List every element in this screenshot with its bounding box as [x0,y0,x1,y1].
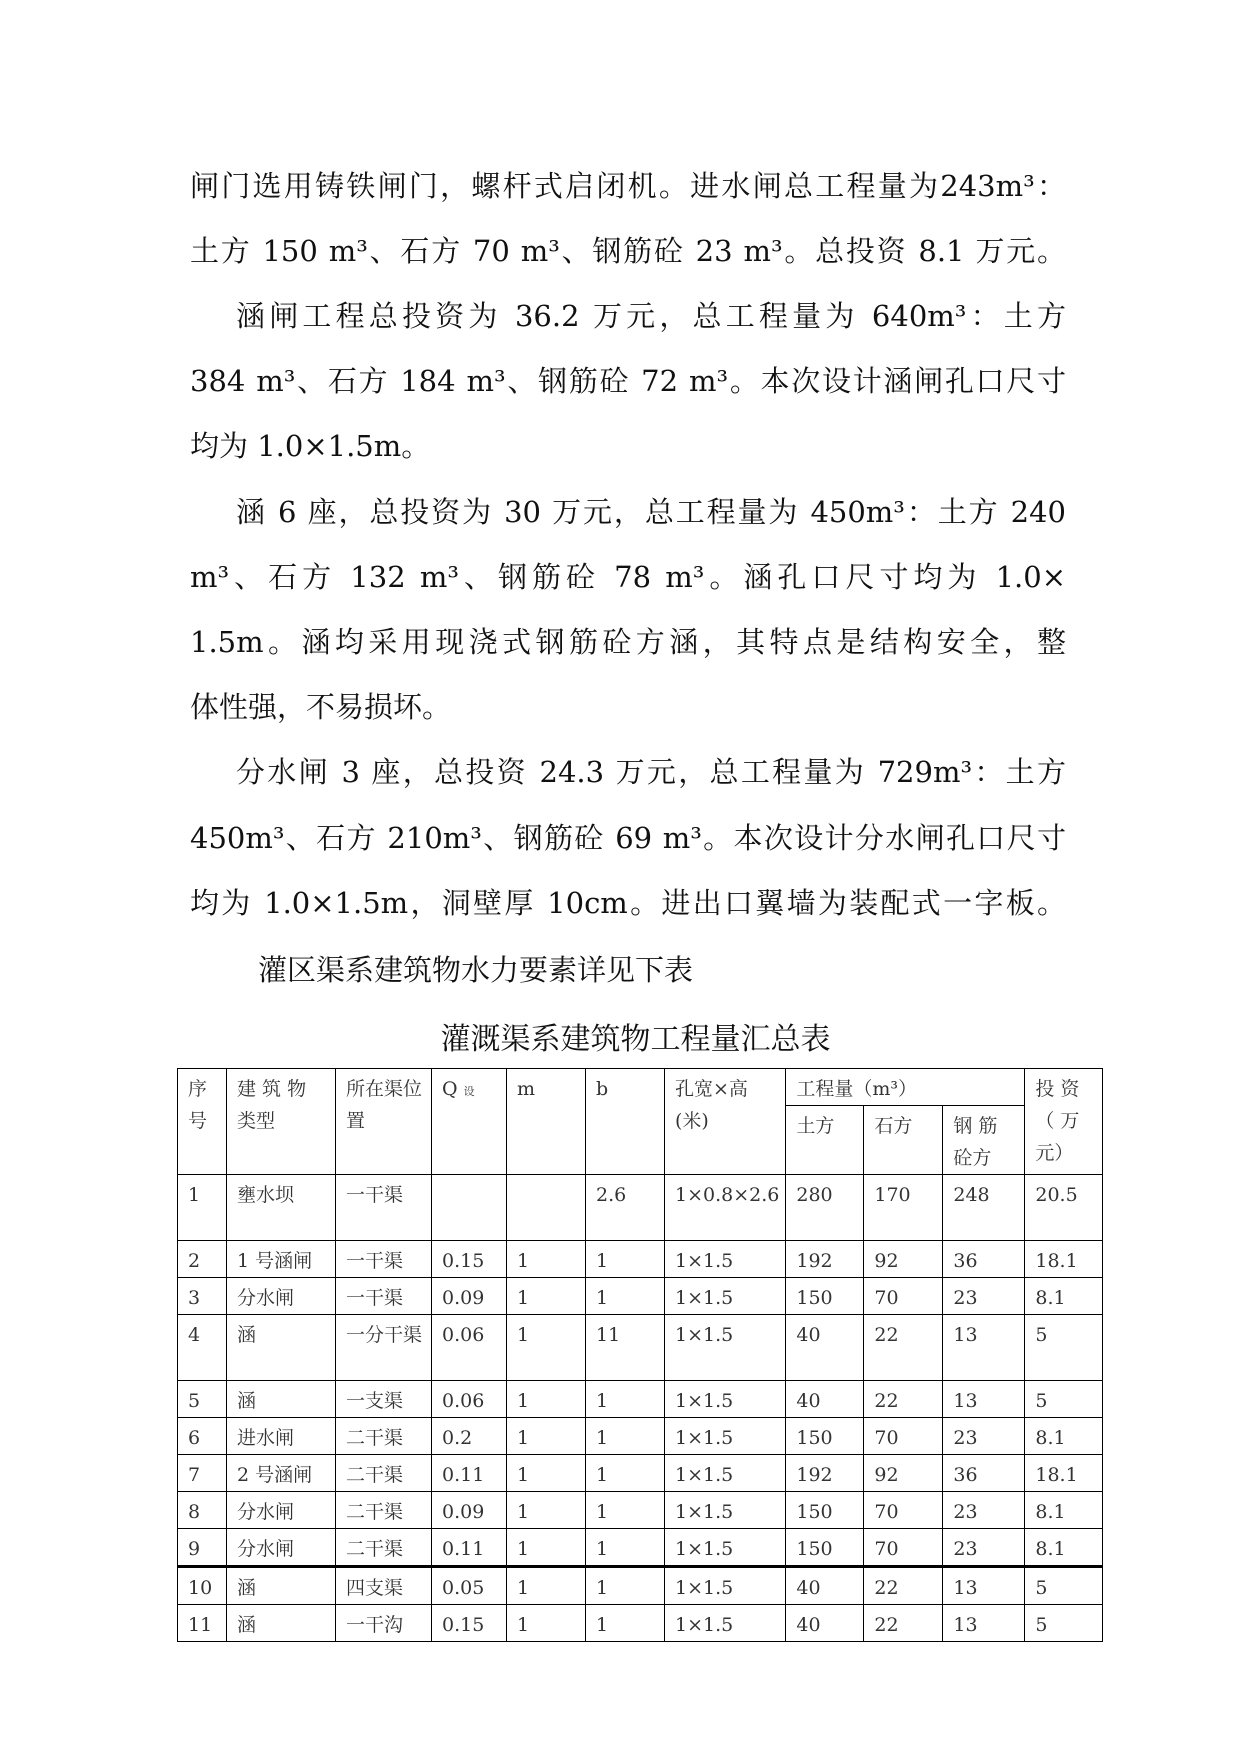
row-type: 分水闸 [227,1492,336,1529]
row-m: 1 [507,1567,586,1605]
row-investment: 8.1 [1025,1418,1103,1455]
row-rc: 23 [943,1492,1025,1529]
row-location: 二干渠 [336,1529,432,1567]
row-q: 0.06 [432,1315,507,1381]
row-earth: 280 [786,1175,864,1241]
row-b: 1 [586,1492,665,1529]
row-stone: 22 [864,1381,943,1418]
header-location: 所在渠位置 [336,1069,432,1175]
row-earth: 192 [786,1455,864,1492]
paragraph-line: 土方 150 m³、石方 70 m³、钢筋砼 23 m³。总投资 8.1 万元。 [190,234,1066,268]
row-no: 3 [178,1278,227,1315]
row-no: 10 [178,1567,227,1605]
row-stone: 22 [864,1605,943,1642]
row-no: 1 [178,1175,227,1241]
row-location: 四支渠 [336,1567,432,1605]
row-size: 1×1.5 [665,1315,786,1381]
row-rc: 13 [943,1315,1025,1381]
row-m: 1 [507,1315,586,1381]
row-type: 分水闸 [227,1529,336,1567]
row-stone: 70 [864,1492,943,1529]
row-m: 1 [507,1418,586,1455]
row-stone: 92 [864,1241,943,1278]
row-stone: 70 [864,1418,943,1455]
row-earth: 40 [786,1605,864,1642]
header-earth: 土方 [786,1106,864,1175]
table-row [178,1605,1103,1642]
header-m: m [507,1069,586,1175]
row-type: 1 号涵闸 [227,1241,336,1278]
row-no: 7 [178,1455,227,1492]
row-location: 一分干渠 [336,1315,432,1381]
row-rc: 36 [943,1455,1025,1492]
row-no: 8 [178,1492,227,1529]
row-q: 0.11 [432,1455,507,1492]
table-row [178,1492,1103,1529]
row-size: 1×1.5 [665,1455,786,1492]
table-row [178,1381,1103,1418]
row-b: 1 [586,1567,665,1605]
row-stone: 70 [864,1278,943,1315]
table-row [178,1567,1103,1605]
row-location: 二干渠 [336,1455,432,1492]
row-type: 2 号涵闸 [227,1455,336,1492]
table-row [178,1241,1103,1278]
row-earth: 192 [786,1241,864,1278]
header-rc: 钢 筋 砼方 [943,1106,1025,1175]
section-heading: 灌区渠系建筑物水力要素详见下表 [258,953,694,987]
row-m: 1 [507,1492,586,1529]
row-investment: 8.1 [1025,1529,1103,1567]
header-investment: 投 资（ 万元） [1025,1069,1103,1175]
row-no: 5 [178,1381,227,1418]
row-size: 1×1.5 [665,1278,786,1315]
paragraph-line: 体性强，不易损坏。 [190,690,452,724]
table-row [178,1315,1103,1381]
row-size: 1×0.8×2.6 [665,1175,786,1241]
row-location: 一支渠 [336,1381,432,1418]
row-size: 1×1.5 [665,1418,786,1455]
row-b: 1 [586,1605,665,1642]
row-size: 1×1.5 [665,1529,786,1567]
row-b: 1 [586,1455,665,1492]
row-investment: 5 [1025,1315,1103,1381]
paragraph-line: m³、石方 132 m³、钢筋砼 78 m³。涵孔口尺寸均为 1.0× [190,560,1066,594]
row-b: 1 [586,1278,665,1315]
row-m: 1 [507,1278,586,1315]
q-label: Q [442,1078,458,1100]
row-rc: 13 [943,1567,1025,1605]
row-investment: 20.5 [1025,1175,1103,1241]
row-q: 0.15 [432,1605,507,1642]
paragraph-line: 涵 6 座，总投资为 30 万元，总工程量为 450m³：土方 240 [236,495,1066,529]
row-no: 2 [178,1241,227,1278]
row-location: 一干渠 [336,1241,432,1278]
paragraph-line: 闸门选用铸铁闸门，螺杆式启闭机。进水闸总工程量为243m³： [190,169,1066,203]
q-subscript: 设 [463,1085,475,1098]
row-earth: 40 [786,1381,864,1418]
row-b: 11 [586,1315,665,1381]
row-rc: 248 [943,1175,1025,1241]
row-rc: 13 [943,1605,1025,1642]
row-rc: 13 [943,1381,1025,1418]
row-earth: 150 [786,1529,864,1567]
row-earth: 150 [786,1418,864,1455]
row-investment: 8.1 [1025,1492,1103,1529]
row-type: 涵 [227,1315,336,1381]
row-no: 4 [178,1315,227,1381]
header-size: 孔宽×高(米) [665,1069,786,1175]
row-investment: 5 [1025,1605,1103,1642]
row-type: 壅水坝 [227,1175,336,1241]
row-m: 1 [507,1381,586,1418]
row-m: 1 [507,1455,586,1492]
paragraph-line: 1.5m。涵均采用现浇式钢筋砼方涵，其特点是结构安全，整 [190,625,1066,659]
row-type: 涵 [227,1567,336,1605]
quantities-table [177,1068,1103,1642]
row-rc: 23 [943,1418,1025,1455]
row-stone: 170 [864,1175,943,1241]
row-earth: 150 [786,1492,864,1529]
row-type: 涵 [227,1605,336,1642]
row-no: 6 [178,1418,227,1455]
row-size: 1×1.5 [665,1492,786,1529]
row-m: 1 [507,1529,586,1567]
row-type: 分水闸 [227,1278,336,1315]
row-rc: 36 [943,1241,1025,1278]
paragraph-line: 分水闸 3 座，总投资 24.3 万元，总工程量为 729m³：土方 [236,755,1066,789]
header-q [432,1069,507,1175]
paragraph-line: 均为 1.0×1.5m，洞壁厚 10cm。进出口翼墙为装配式一字板。 [190,886,1066,920]
table-row [178,1455,1103,1492]
row-q: 0.11 [432,1529,507,1567]
row-no: 9 [178,1529,227,1567]
row-type: 涵 [227,1381,336,1418]
header-b: b [586,1069,665,1175]
row-q: 0.2 [432,1418,507,1455]
row-investment: 18.1 [1025,1241,1103,1278]
table-row [178,1278,1103,1315]
row-location: 一干渠 [336,1278,432,1315]
table-row [178,1529,1103,1567]
row-b: 1 [586,1381,665,1418]
table-row [178,1418,1103,1455]
row-stone: 70 [864,1529,943,1567]
paragraph-line: 均为 1.0×1.5m。 [190,429,431,463]
row-location: 一干渠 [336,1175,432,1241]
row-rc: 23 [943,1529,1025,1567]
row-investment: 5 [1025,1381,1103,1418]
row-location: 二干渠 [336,1492,432,1529]
header-no: 序号 [178,1069,227,1175]
row-location: 二干渠 [336,1418,432,1455]
header-quantity: 工程量（m³） [786,1069,1025,1106]
row-b: 2.6 [586,1175,665,1241]
row-m: 1 [507,1605,586,1642]
row-q: 0.09 [432,1492,507,1529]
row-earth: 150 [786,1278,864,1315]
row-q: 0.15 [432,1241,507,1278]
table-title: 灌溉渠系建筑物工程量汇总表 [440,1022,831,1057]
row-size: 1×1.5 [665,1241,786,1278]
row-q [432,1175,507,1241]
row-size: 1×1.5 [665,1567,786,1605]
header-type: 建 筑 物 类型 [227,1069,336,1175]
row-no: 11 [178,1605,227,1642]
row-earth: 40 [786,1315,864,1381]
row-m [507,1175,586,1241]
row-b: 1 [586,1529,665,1567]
header-stone: 石方 [864,1106,943,1175]
table-row [178,1175,1103,1241]
row-stone: 22 [864,1567,943,1605]
row-investment: 5 [1025,1567,1103,1605]
paragraph-line: 450m³、石方 210m³、钢筋砼 69 m³。本次设计分水闸孔口尺寸 [190,821,1066,855]
row-type: 进水闸 [227,1418,336,1455]
row-q: 0.06 [432,1381,507,1418]
row-stone: 92 [864,1455,943,1492]
row-investment: 18.1 [1025,1455,1103,1492]
row-b: 1 [586,1418,665,1455]
row-q: 0.05 [432,1567,507,1605]
row-size: 1×1.5 [665,1605,786,1642]
row-stone: 22 [864,1315,943,1381]
row-b: 1 [586,1241,665,1278]
row-rc: 23 [943,1278,1025,1315]
row-investment: 8.1 [1025,1278,1103,1315]
row-earth: 40 [786,1567,864,1605]
row-location: 一干沟 [336,1605,432,1642]
row-size: 1×1.5 [665,1381,786,1418]
row-m: 1 [507,1241,586,1278]
paragraph-line: 384 m³、石方 184 m³、钢筋砼 72 m³。本次设计涵闸孔口尺寸 [190,364,1066,398]
paragraph-line: 涵闸工程总投资为 36.2 万元，总工程量为 640m³：土方 [236,299,1066,333]
row-q: 0.09 [432,1278,507,1315]
